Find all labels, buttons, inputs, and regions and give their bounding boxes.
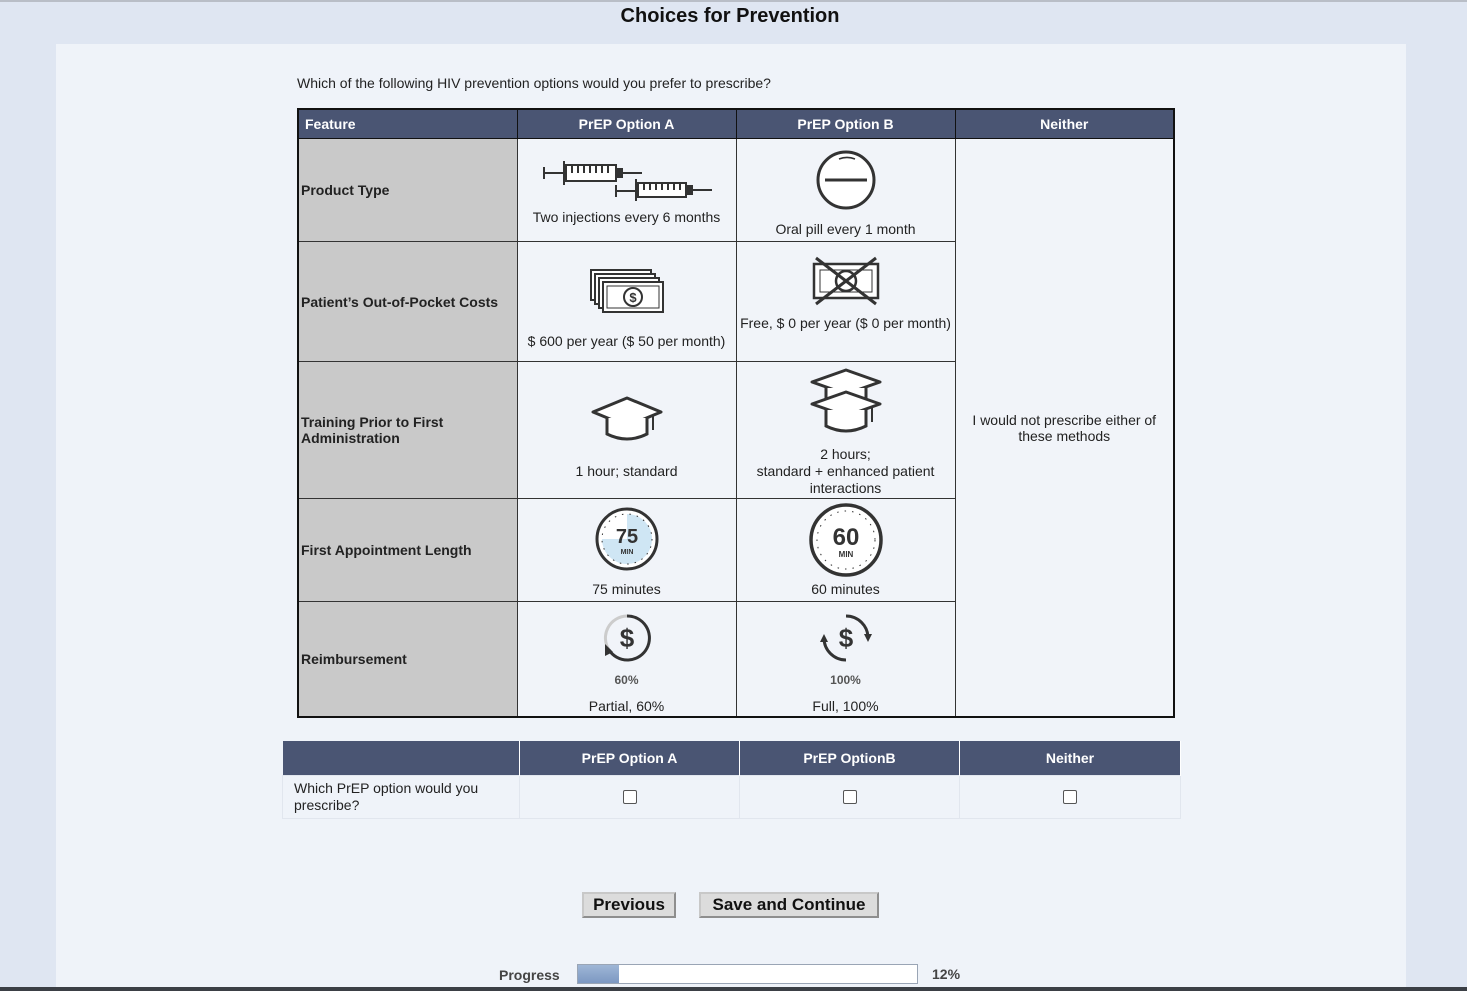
previous-button[interactable]: Previous xyxy=(582,892,676,918)
bottom-border xyxy=(0,987,1467,991)
feature-reimbursement: Reimbursement xyxy=(298,602,517,718)
svg-text:$: $ xyxy=(838,623,853,653)
money-stack-icon xyxy=(518,268,736,317)
option-b-reimbursement-text: Full, 100% xyxy=(812,698,879,714)
choice-header-blank xyxy=(283,741,520,776)
header-feature: Feature xyxy=(298,109,517,139)
progress-label: Progress xyxy=(499,967,560,983)
save-and-continue-button[interactable]: Save and Continue xyxy=(699,892,879,918)
header-option-a: PrEP Option A xyxy=(517,109,736,139)
option-b-reimbursement-pct: 100% xyxy=(830,673,861,687)
svg-text:$: $ xyxy=(619,623,634,653)
svg-text:$: $ xyxy=(628,290,637,305)
choice-prompt: Which PrEP option would you prescribe? xyxy=(283,776,520,819)
dollar-cycle-icon xyxy=(737,612,955,667)
progress-percent: 12% xyxy=(932,966,961,982)
timer-icon xyxy=(518,506,736,575)
feature-appointment-length: First Appointment Length xyxy=(298,499,517,602)
option-a-costs xyxy=(517,242,736,362)
feature-product-type: Product Type xyxy=(298,139,517,242)
neither-checkbox[interactable] xyxy=(1063,790,1077,804)
svg-text:MIN: MIN xyxy=(838,550,853,559)
svg-text:75: 75 xyxy=(615,526,638,548)
option-a-product-type xyxy=(517,139,736,242)
progress-bar xyxy=(577,964,918,984)
option-a-costs-text: $ 600 per year ($ 50 per month) xyxy=(527,333,726,349)
graduation-cap-icon xyxy=(518,396,736,445)
svg-text:MIN: MIN xyxy=(620,549,633,556)
option-b-appointment xyxy=(736,499,955,602)
svg-text:60: 60 xyxy=(832,524,859,551)
option-b-product-type xyxy=(736,139,955,242)
choice-header-option-b: PrEP OptionB xyxy=(740,741,960,776)
choice-header-option-a: PrEP Option A xyxy=(520,741,740,776)
page-title: Choices for Prevention xyxy=(620,5,840,27)
option-a-appointment-text: 75 minutes xyxy=(592,581,661,597)
option-b-costs xyxy=(736,242,955,362)
option-b-training-text: 2 hours; standard + enhanced patient interactions xyxy=(756,446,935,496)
timer-icon xyxy=(737,502,955,581)
option-b-appointment-text: 60 minutes xyxy=(811,581,880,597)
dollar-cycle-icon xyxy=(518,612,736,667)
choice-table xyxy=(282,741,1181,819)
option-a-appointment xyxy=(517,499,736,602)
option-b-training xyxy=(736,362,955,499)
header-neither: Neither xyxy=(955,109,1174,139)
question-text: Which of the following HIV prevention options would you prefer to prescribe? xyxy=(297,75,771,91)
option-a-checkbox[interactable] xyxy=(623,790,637,804)
syringes-icon xyxy=(518,155,736,204)
option-b-reimbursement xyxy=(736,602,955,718)
option-b-checkbox[interactable] xyxy=(843,790,857,804)
option-a-product-type-text: Two injections every 6 months xyxy=(532,209,721,225)
feature-out-of-pocket-costs: Patient’s Out-of-Pocket Costs xyxy=(298,242,517,362)
neither-cell: I would not prescribe either of these methods xyxy=(955,139,1174,718)
option-a-reimbursement-text: Partial, 60% xyxy=(588,698,665,714)
top-border xyxy=(0,0,1467,2)
option-a-reimbursement xyxy=(517,602,736,718)
header-option-b: PrEP Option B xyxy=(736,109,955,139)
option-b-costs-text: Free, $ 0 per year ($ 0 per month) xyxy=(740,315,951,331)
choice-header-neither: Neither xyxy=(960,741,1181,776)
choice-cell-option-b[interactable] xyxy=(740,776,960,819)
progress-fill xyxy=(578,965,619,983)
choice-cell-neither[interactable] xyxy=(960,776,1181,819)
choice-cell-option-a[interactable] xyxy=(520,776,740,819)
comparison-table xyxy=(297,108,1175,718)
option-a-reimbursement-pct: 60% xyxy=(614,673,639,687)
option-b-product-type-text: Oral pill every 1 month xyxy=(775,221,916,237)
feature-training: Training Prior to First Administration xyxy=(298,362,517,499)
double-graduation-cap-icon xyxy=(737,368,955,439)
option-a-training-text: 1 hour; standard xyxy=(575,463,678,479)
option-a-training xyxy=(517,362,736,499)
pill-icon xyxy=(737,149,955,214)
no-money-icon xyxy=(737,256,955,309)
